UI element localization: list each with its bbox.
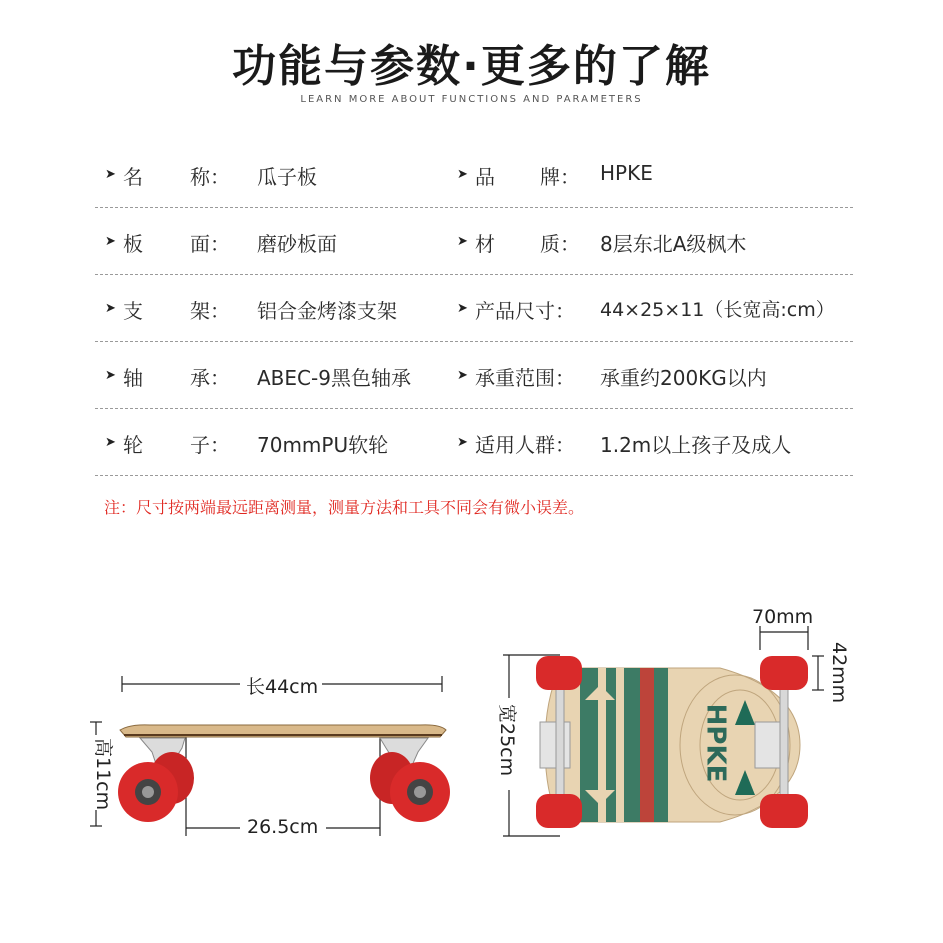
spec-label-suffix: 子： xyxy=(190,433,230,457)
page-subtitle: LEARN MORE ABOUT FUNCTIONS AND PARAMETERS xyxy=(300,94,643,105)
wheelbase-label: 26.5cm xyxy=(247,816,319,838)
spec-label: 名 xyxy=(123,165,143,189)
spec-label-suffix: 架： xyxy=(190,299,230,323)
spec-value: ABEC-9黑色轴承 xyxy=(257,366,411,390)
spec-value: HPKE xyxy=(600,161,653,185)
bullet-arrow-icon: ➤ xyxy=(457,301,468,316)
bullet-arrow-icon: ➤ xyxy=(457,368,468,383)
spec-label-suffix: 称： xyxy=(190,165,230,189)
measurement-note: 注：尺寸按两端最远距离测量，测量方法和工具不同会有微小误差。 xyxy=(104,498,585,517)
spec-label: 产品尺寸： xyxy=(475,299,575,323)
spec-label: 支 xyxy=(123,299,143,323)
bullet-arrow-icon: ➤ xyxy=(105,435,116,450)
spec-value: 瓜子板 xyxy=(257,165,317,189)
page-title: 功能与参数·更多的了解 xyxy=(232,41,711,92)
spec-label: 适用人群： xyxy=(475,433,575,457)
bullet-arrow-icon: ➤ xyxy=(457,167,468,182)
spec-label: 轴 xyxy=(123,366,143,390)
spec-label-suffix: 质： xyxy=(540,232,580,256)
spec-label: 品 xyxy=(475,165,495,189)
bullet-arrow-icon: ➤ xyxy=(105,234,116,249)
bullet-arrow-icon: ➤ xyxy=(105,167,116,182)
spec-label: 轮 xyxy=(123,433,143,457)
wheel-diameter-label: 70mm xyxy=(752,606,814,628)
bullet-arrow-icon: ➤ xyxy=(457,435,468,450)
bullet-arrow-icon: ➤ xyxy=(105,301,116,316)
bullet-arrow-icon: ➤ xyxy=(105,368,116,383)
spec-label: 承重范围： xyxy=(475,366,575,390)
width-label: 宽25cm xyxy=(496,704,518,777)
spec-label-suffix: 承： xyxy=(190,366,230,390)
spec-label: 板 xyxy=(123,232,143,256)
board-logo: HPKE xyxy=(700,703,731,783)
spec-label: 材 xyxy=(475,232,495,256)
height-label: 高11cm xyxy=(92,738,114,811)
spec-value: 磨砂板面 xyxy=(257,232,337,256)
length-label: 长44cm xyxy=(246,676,319,698)
spec-value: 44×25×11（长宽高:cm） xyxy=(600,299,835,321)
spec-label-suffix: 面： xyxy=(190,232,230,256)
spec-label-suffix: 牌： xyxy=(540,165,580,189)
spec-value: 铝合金烤漆支架 xyxy=(257,299,397,323)
spec-value: 8层东北A级枫木 xyxy=(600,232,747,256)
spec-value: 1.2m以上孩子及成人 xyxy=(600,433,792,457)
spec-value: 承重约200KG以内 xyxy=(600,366,767,390)
spec-value: 70mmPU软轮 xyxy=(257,433,389,457)
wheel-width-label: 42mm xyxy=(828,642,850,704)
bullet-arrow-icon: ➤ xyxy=(457,234,468,249)
